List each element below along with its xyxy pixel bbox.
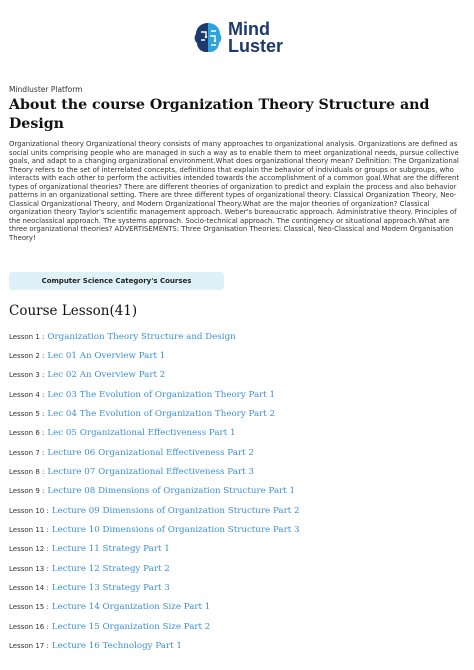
lesson-link[interactable]: Lecture 16 Technology Part 1	[51, 641, 182, 652]
lesson-number: Lesson 12 :	[9, 545, 49, 554]
lesson-item	[9, 637, 469, 656]
lesson-item	[9, 520, 469, 539]
lesson-link[interactable]: Lec 04 The Evolution of Organization Theory Part 2	[47, 409, 276, 420]
lesson-link[interactable]: Lecture 07 Organizational Effectiveness Part 3	[47, 467, 254, 478]
page-title: About the course Organization Theory Structure and Design	[9, 97, 430, 132]
lesson-number: Lesson 8 :	[9, 468, 45, 477]
lesson-number: Lesson 3 :	[9, 371, 45, 380]
lesson-number: Lesson 11 :	[9, 526, 49, 535]
lesson-number: Lesson 15 :	[9, 603, 49, 612]
lesson-link[interactable]: Lecture 11 Strategy Part 1	[51, 544, 170, 555]
lesson-item	[9, 462, 469, 481]
lesson-item	[9, 366, 469, 385]
lesson-number: Lesson 5 :	[9, 410, 45, 419]
logo-text	[228, 21, 283, 55]
lesson-item	[9, 501, 469, 520]
lesson-link[interactable]: Lecture 06 Organizational Effectiveness Part 2	[47, 447, 254, 458]
lesson-number: Lesson 13 :	[9, 564, 49, 573]
lesson-link[interactable]: Lecture 10 Dimensions of Organization Structure Part 3	[51, 525, 300, 536]
lesson-item	[9, 443, 469, 462]
lesson-number: Lesson 6 :	[9, 429, 45, 438]
lesson-link[interactable]: Lec 05 Organizational Effectiveness Part 1	[47, 428, 236, 439]
lesson-link[interactable]: Lecture 12 Strategy Part 2	[51, 563, 170, 574]
lesson-link[interactable]: Lecture 09 Dimensions of Organization Structure Part 2	[51, 505, 300, 516]
lesson-item	[9, 385, 469, 404]
platform-label: Mindluster Platform	[9, 85, 83, 94]
lesson-item	[9, 617, 469, 636]
lesson-item	[9, 598, 469, 617]
lesson-item	[9, 327, 469, 346]
lessons-heading: Course Lesson(41)	[9, 303, 138, 319]
lesson-number: Lesson 1 :	[9, 332, 45, 341]
lesson-number: Lesson 16 :	[9, 622, 49, 631]
lesson-item	[9, 540, 469, 559]
lesson-item	[9, 404, 469, 423]
lesson-number: Lesson 7 :	[9, 448, 45, 457]
lesson-link[interactable]: Lec 03 The Evolution of Organization Theory Part 1	[47, 389, 276, 400]
lesson-number: Lesson 2 :	[9, 352, 45, 361]
lesson-item	[9, 482, 469, 501]
lesson-link[interactable]: Lec 02 An Overview Part 2	[47, 370, 166, 381]
lesson-item	[9, 346, 469, 365]
lesson-link[interactable]: Lecture 15 Organization Size Part 2	[51, 621, 211, 632]
course-description: Organizational theory Organizational theory consists of many approaches to organizational analysis. Organizations are defined as social units comprising people who are managed in such a way as to enable them to meet organizational needs, pursue collective goals, and adapt to a changing organizational environment.What does organizational theory mean? Definition: The Organizational Theory refers to the set of interrelated concepts, definitions that explain the behavior of individuals or groups or subgroups, who interacts with each other to perform the activities intended towards the accomplishment of a common goal.What are the different types of organizational theories? There are different theories of organization to predict and explain the process and also behavior patterns in an organizational setting. There are three different types of organizational theory: Classical Organization Theory, Neo-Classical Organizational Theory, and Modern Organizational Theory.What are the major theories of organization? Classical organization theory Taylor's scientific management approach. Weber's bureaucratic approach. Administrative theory. Principles of the neoclassical approach. The systems approach. Socio-technical approach. The contingency or situational approach.What are three organizational theories? ADVERTISEMENTS: Three Organisation Theories: Classical, Neo-Classical and Modern Organisation Theory!	[9, 140, 460, 243]
lesson-link[interactable]: Organization Theory Structure and Design	[47, 331, 236, 342]
lesson-number: Lesson 10 :	[9, 506, 49, 515]
category-courses-button[interactable]: Computer Science Category's Courses	[9, 272, 224, 290]
lesson-number: Lesson 17 :	[9, 642, 49, 651]
lesson-item	[9, 424, 469, 443]
lesson-number: Lesson 4 :	[9, 390, 45, 399]
lesson-link[interactable]: Lecture 14 Organization Size Part 1	[51, 602, 211, 613]
mindluster-logo[interactable]	[192, 16, 292, 60]
lesson-list	[9, 327, 469, 656]
lesson-number: Lesson 9 :	[9, 487, 45, 496]
logo-line-mind: Mind	[228, 19, 270, 39]
lesson-item	[9, 559, 469, 578]
lesson-link[interactable]: Lec 01 An Overview Part 1	[47, 351, 166, 362]
lesson-number: Lesson 14 :	[9, 584, 49, 593]
lesson-item	[9, 578, 469, 597]
logo-line-luster: Luster	[228, 36, 284, 56]
lesson-link[interactable]: Lecture 08 Dimensions of Organization Structure Part 1	[47, 486, 296, 497]
brain-icon	[192, 20, 224, 56]
lesson-link[interactable]: Lecture 13 Strategy Part 3	[51, 583, 170, 594]
